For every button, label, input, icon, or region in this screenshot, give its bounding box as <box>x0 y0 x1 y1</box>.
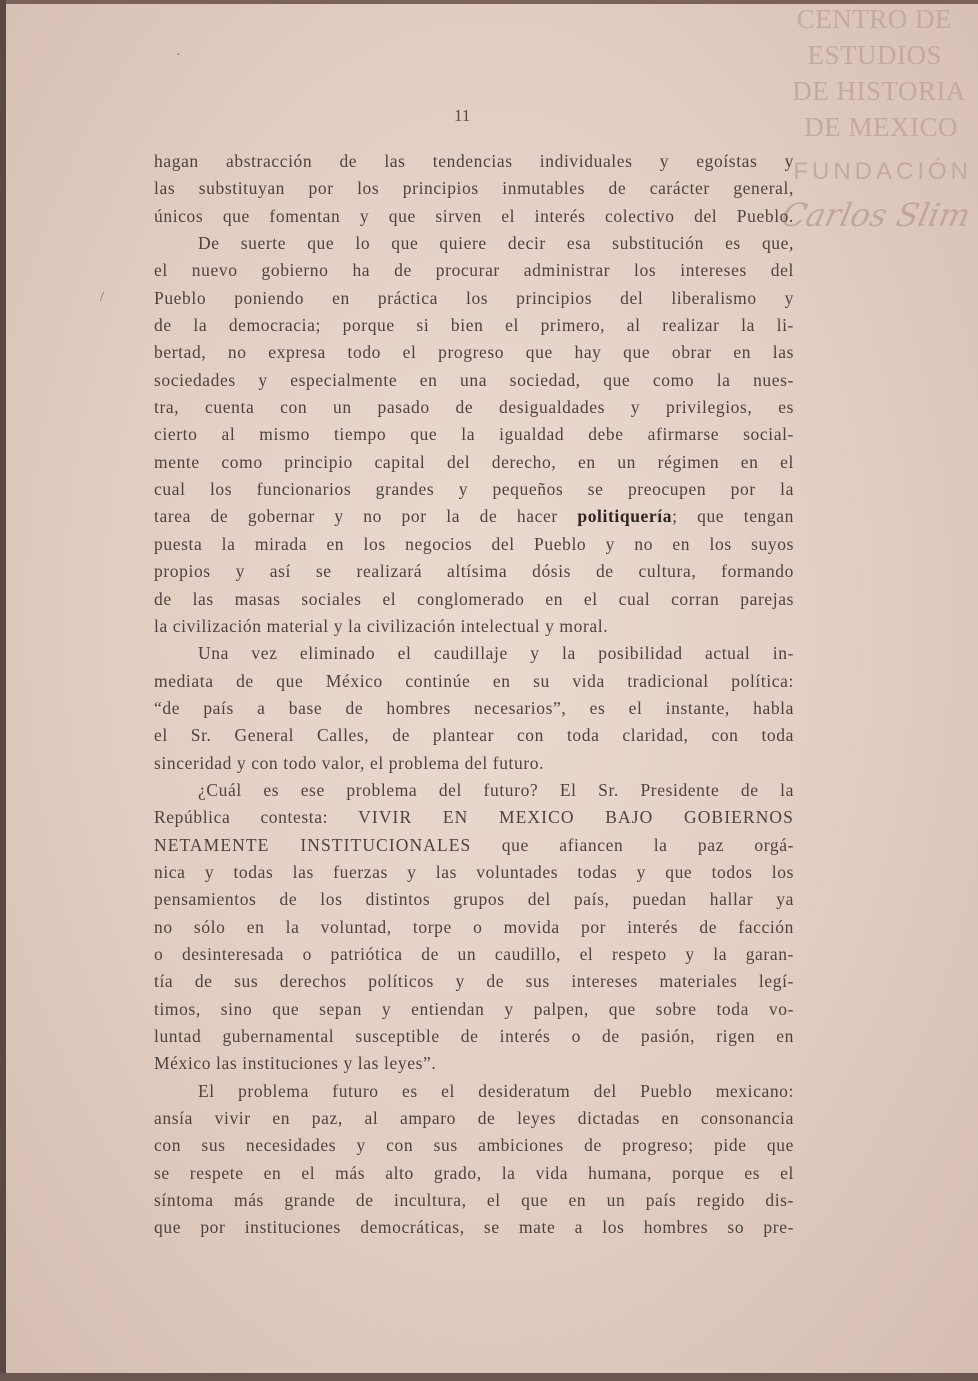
speck-mark: · <box>176 48 181 63</box>
watermark-line: DE MEXICO <box>804 112 958 142</box>
text-line: hagan abstracción de las tendencias individuales y egoístas y <box>154 151 794 171</box>
text-line: De suerte que lo que quiere decir esa substitución es que, <box>198 233 794 254</box>
text-segment: República contesta: <box>154 807 329 828</box>
text-line: cierto al mismo tiempo que la igualdad debe afirmarse social- <box>154 424 794 445</box>
text-line: nica y todas las fuerzas y las voluntades todas y que todos los <box>154 861 794 882</box>
watermark-line: ESTUDIOS <box>807 40 942 70</box>
text-line: “de país a base de hombres necesarios”, es el instante, habla <box>154 697 794 718</box>
body-text <box>154 148 794 1242</box>
text-line: con sus necesidades y con sus ambiciones de progreso; pide que <box>154 1135 794 1156</box>
text-line: cual los funcionarios grandes y pequeños se preocupen por la <box>154 479 794 500</box>
text-line: sinceridad y con todo valor, el problema del futuro. <box>154 752 545 773</box>
text-line: pensamientos de los distintos grupos del país, puedan hallar ya <box>154 889 794 910</box>
text-line-with-caps <box>154 804 794 831</box>
watermark-signature: Carlos Slim <box>778 196 975 234</box>
text-line: las substituyan por los principios inmutables de carácter general, <box>154 178 794 199</box>
scan-edge-bottom <box>0 1373 978 1381</box>
text-segment: ; que tengan <box>672 506 794 527</box>
scan-edge-left <box>0 0 6 1381</box>
text-line: mente como principio capital del derecho, en un régimen en el <box>154 451 794 472</box>
text-line: bertad, no expresa todo el progreso que hay que obrar en las <box>154 342 794 363</box>
emphasis-word: politiquería <box>577 506 673 527</box>
paragraph <box>154 640 794 777</box>
text-line: síntoma más grande de incultura, el que en un país regido dis- <box>154 1190 794 1211</box>
text-line-with-caps <box>154 832 794 859</box>
paragraph <box>154 777 794 1078</box>
text-line: sociedades y especialmente en una sociedad, que como la nues- <box>154 369 794 390</box>
text-line: o desinteresada o patriótica de un caudillo, el respeto y la garan- <box>154 943 794 964</box>
text-line: propios y así se realizará altísima dósis de cultura, formando <box>154 561 794 582</box>
text-line: de la democracia; porque si bien el primero, al realizar la li- <box>154 315 794 336</box>
caps-phrase: VIVIR EN MEXICO BAJO GOBIERNOS <box>358 807 794 828</box>
page-number: 11 <box>454 106 471 125</box>
text-line: el Sr. General Calles, de plantear con toda claridad, con toda <box>154 725 794 746</box>
text-line: que por instituciones democráticas, se mate a los hombres so pre- <box>154 1217 794 1238</box>
caps-phrase: NETAMENTE INSTITUCIONALES <box>154 834 472 855</box>
text-line: luntad gubernamental susceptible de interés o de pasión, rigen en <box>154 1026 794 1046</box>
text-line: no sólo en la voluntad, torpe o movida por interés de facción <box>154 916 794 937</box>
text-line: el nuevo gobierno ha de procurar administrar los intereses del <box>154 260 794 281</box>
text-line: se respete en el más alto grado, la vida humana, porque es el <box>154 1162 794 1183</box>
paragraph <box>154 230 794 640</box>
text-line: Pueblo poniendo en práctica los principios del liberalismo y <box>154 287 794 308</box>
paragraph <box>154 1078 794 1242</box>
text-line: tía de sus derechos políticos y de sus intereses materiales legí- <box>154 971 794 992</box>
speck-mark: / <box>100 290 104 305</box>
text-line: de las masas sociales el conglomerado en el cual corran parejas <box>154 588 794 609</box>
text-line-with-emphasis <box>154 503 794 530</box>
text-line: México las instituciones y las leyes”. <box>154 1053 437 1074</box>
text-line: ansía vivir en paz, al amparo de leyes dictadas en consonancia <box>154 1108 794 1129</box>
text-line: mediata de que México continúe en su vida tradicional política: <box>154 670 794 691</box>
text-line: El problema futuro es el desideratum del Pueblo mexicano: <box>198 1080 794 1101</box>
watermark-line: CENTRO DE <box>796 4 952 34</box>
text-line: timos, sino que sepan y entiendan y palpen, que sobre toda vo- <box>154 998 794 1019</box>
watermark-foundation: FUNDACIÓN <box>793 158 972 185</box>
text-line: Una vez eliminado el caudillaje y la posibilidad actual in- <box>198 643 794 664</box>
text-line: tra, cuenta con un pasado de desigualdades y privilegios, es <box>154 397 794 418</box>
text-line: puesta la mirada en los negocios del Pueblo y no en los suyos <box>154 533 794 554</box>
text-segment: tarea de gobernar y no por la de hacer <box>154 506 558 527</box>
paragraph <box>154 148 794 230</box>
text-line: ¿Cuál es ese problema del futuro? El Sr. Presidente de la <box>198 779 794 800</box>
text-line: únicos que fomentan y que sirven el interés colectivo del Pueblo. <box>154 205 794 226</box>
text-segment: que afiancen la paz orgá- <box>501 834 795 855</box>
text-line: la civilización material y la civilización intelectual y moral. <box>154 615 609 636</box>
watermark-line: DE HISTORIA <box>792 76 966 106</box>
